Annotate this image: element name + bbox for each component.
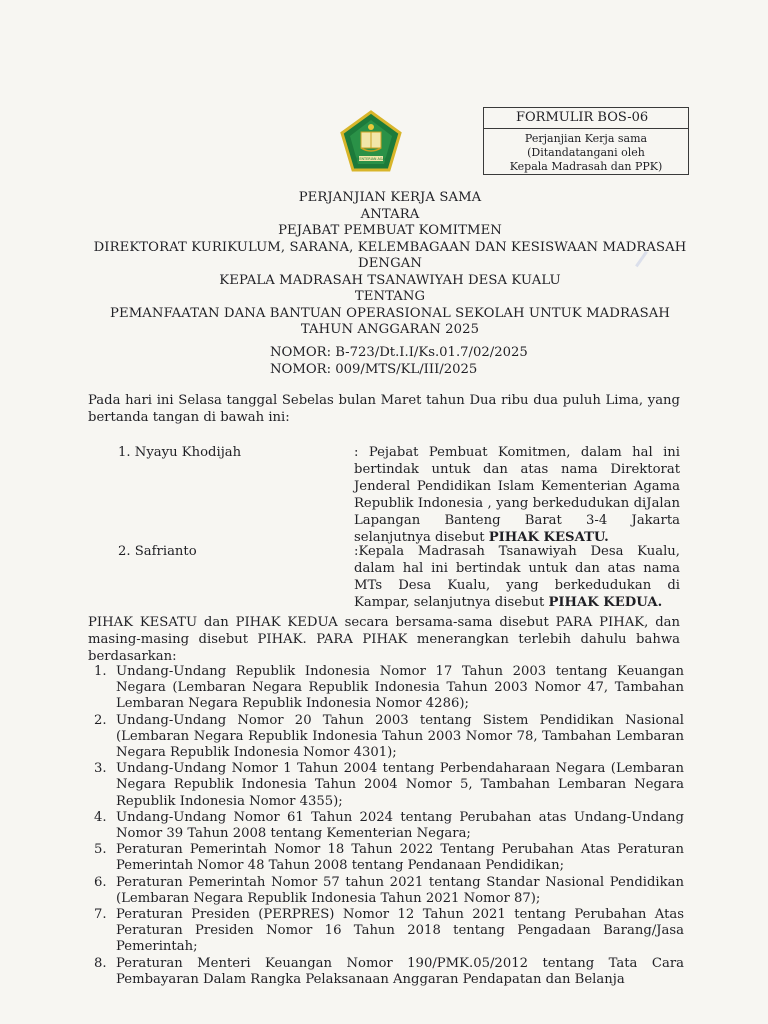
party-2-description [354,543,680,611]
kemenag-logo-icon [340,110,402,176]
list-number: 4. [94,809,107,825]
form-code-box [483,107,689,175]
document-number: NOMOR: 009/MTS/KL/III/2025 [270,362,478,377]
list-number: 5. [94,842,107,858]
list-item [88,842,684,874]
list-item [88,956,684,988]
list-number: 6. [94,874,107,890]
title-line: ANTARA [360,206,420,222]
title-line: PERJANJIAN KERJA SAMA [298,190,482,205]
list-number: 3. [94,761,107,777]
form-note-line: Kepala Madrasah dan PPK) [509,160,663,173]
title-line: PEMANFAATAN DANA BANTUAN OPERASIONAL SEKOLAH UNTUK MADRASAH [110,305,670,321]
title-line: DIREKTORAT KURIKULUM, SARANA, KELEMBAGAAN DAN KESISWAAN MADRASAH [93,239,687,255]
list-text: Undang-Undang Nomor 61 Tahun 2024 tentang Perubahan atas Undang-Undang Nomor 39 Tahun 2008 tentang Kementerian Negara; [116,809,684,842]
party-1-role: PIHAK KESATU. [488,530,609,545]
logo-caption: KEMENTERIAN AGAMA [352,157,390,161]
list-item [88,810,684,842]
intro-paragraph: PIHAK KESATU dan PIHAK KEDUA secara bersama-sama disebut PARA PIHAK, dan masing-masing disebut PIHAK. PARA PIHAK menerangkan terlebih dahulu bahwa berdasarkan: [88,615,680,664]
party-2-name: 2. Safrianto [118,544,197,559]
list-number: 1. [94,664,107,679]
document-numbers [270,344,528,378]
agreement-title [70,190,710,339]
party-1-desc-text: : Pejabat Pembuat Komitmen, dalam hal ini bertindak untuk dan atas nama Direktorat Jenderal Pendidikan Islam Kementerian Agama Republik Indonesia , yang berkedudukan diJalan Lapangan Banteng Barat 3-4 Jakarta selanjutnya disebut [354,445,680,545]
form-code-title: FORMULIR BOS-06 [484,108,688,129]
party-2-desc-text: :Kepala Madrasah Tsanawiyah Desa Kualu, dalam hal ini bertindak untuk dan atas nama MTs Desa Kualu, yang berkedudukan di Kampar, selanjutnya disebut [354,544,680,610]
form-note-line: (Ditandatangani oleh [527,146,645,159]
list-text: Undang-Undang Republik Indonesia Nomor 17 Tahun 2003 tentang Keuangan Negara (Lembaran Negara Republik Indonesia Tahun 2003 Nomor 47, Tambahan Lembaran Negara Republik Indonesia Nomor 4286); [116,664,684,712]
list-item [88,713,684,762]
list-text: Undang-Undang Nomor 20 Tahun 2003 tentang Sistem Pendidikan Nasional (Lembaran Negara Republik Indonesia Tahun 2003 Nomor 78, Tambahan Lembaran Negara Republik Indonesia Nomor 4301); [116,712,684,761]
list-text: Peraturan Presiden (PERPRES) Nomor 12 Tahun 2021 tentang Perubahan Atas Peraturan Presiden Nomor 16 Tahun 2018 tentang Pengadaan Barang/Jasa Pemerintah; [116,907,684,955]
list-text: Undang-Undang Nomor 1 Tahun 2004 tentang Perbendaharaan Negara (Lembaran Negara Republik Indonesia Tahun 2004 Nomor 5, Tambahan Lembaran Negara Republik Indonesia Nomor 4355); [116,761,684,809]
list-item [88,761,684,810]
form-note-line: Perjanjian Kerja sama [524,132,648,145]
list-text: Peraturan Pemerintah Nomor 57 tahun 2021 tentang Standar Nasional Pendidikan (Lembaran Negara Republik Indonesia Tahun 2021 Nomor 87); [116,874,684,906]
list-item [88,875,684,907]
list-number: 8. [94,955,107,971]
title-line: KEPALA MADRASAH TSANAWIYAH DESA KUALU [219,272,561,288]
document-number: NOMOR: B-723/Dt.I.I/Ks.01.7/02/2025 [270,345,528,360]
list-text: Peraturan Menteri Keuangan Nomor 190/PMK.05/2012 tentang Tata Cara Pembayaran Dalam Rangka Pelaksanaan Anggaran Pendapatan dan Belanja [116,955,684,987]
list-text: Peraturan Pemerintah Nomor 18 Tahun 2022 Tentang Perubahan Atas Peraturan Pemerintah Nomor 48 Tahun 2008 tentang Pendanaan Pendidikan; [116,842,684,874]
party-1-name: 1. Nyayu Khodijah [118,445,242,460]
title-line: PEJABAT PEMBUAT KOMITMEN [278,223,502,238]
list-number: 7. [94,907,107,923]
list-item [88,664,684,713]
title-line: DENGAN [358,256,422,271]
party-2-role: PIHAK KEDUA. [548,595,663,610]
list-item [88,907,684,956]
party-1-description [354,444,680,546]
legal-bases-list [88,664,684,988]
title-line: TAHUN ANGGARAN 2025 [300,322,480,337]
opening-paragraph: Pada hari ini Selasa tanggal Sebelas bulan Maret tahun Dua ribu dua puluh Lima, yang bertanda tangan di bawah ini: [88,393,680,425]
list-number: 2. [94,712,107,728]
title-line: TENTANG [354,289,426,304]
